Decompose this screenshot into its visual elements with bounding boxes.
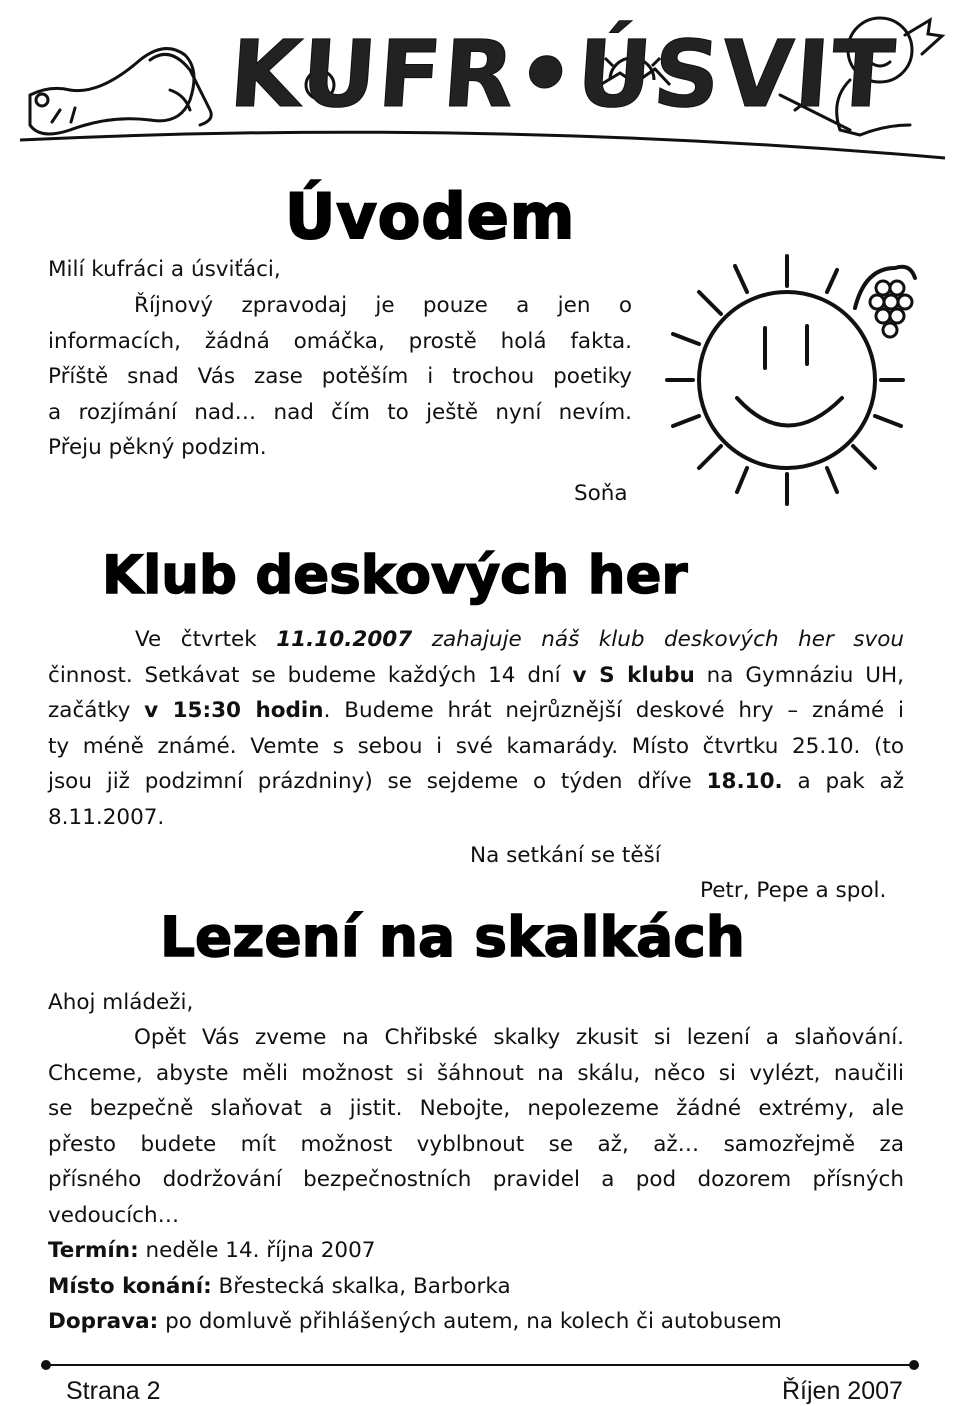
- field-label: Termín:: [48, 1238, 139, 1263]
- klub-text: [48, 622, 904, 835]
- paragraph-line: Opět Vás zveme na Chřibské skalky zkusit si lezení a slaňování.: [134, 1025, 904, 1050]
- text-run: na Gymnáziu UH,: [694, 662, 905, 688]
- reclining-figure-left-icon: [30, 49, 211, 134]
- sun-icon: [665, 248, 940, 510]
- paragraph-line: se bezpečně slaňovat a jistit. Nebojte, nepolezeme žádné extrémy, ale: [48, 1096, 904, 1121]
- uvodem-text: [48, 288, 632, 466]
- date-highlight: 18.10.: [706, 769, 783, 794]
- field-label: Doprava:: [48, 1309, 159, 1334]
- field-value: neděle 14. října 2007: [138, 1238, 376, 1263]
- text-run: začátky: [48, 698, 145, 723]
- paragraph-line: přesto budete mít možnost vyblbnout se až, až… samozřejmě za: [48, 1131, 904, 1157]
- section-heading-uvodem: Úvodem: [285, 180, 576, 253]
- paragraph-line: vedoucích…: [48, 1202, 180, 1228]
- date-highlight: 11.10.2007: [276, 627, 413, 652]
- issue-date: Říjen 2007: [782, 1377, 903, 1405]
- paragraph-line: Příště snad Vás zase potěším i trochou poetiky: [48, 364, 632, 389]
- grapes-icon: [870, 281, 912, 337]
- paragraph-line: [48, 764, 904, 800]
- masthead: [0, 0, 960, 175]
- text-run: a pak až: [782, 769, 904, 794]
- text-run: Ve čtvrtek: [135, 627, 277, 652]
- field-value: po domluvě přihlášených autem, na kolech či autobusem: [158, 1309, 782, 1334]
- paragraph-line: 8.11.2007.: [48, 804, 165, 830]
- paragraph-line: [48, 693, 904, 729]
- text-run: zahajuje náš klub deskových her svou: [412, 627, 904, 652]
- paragraph-line: Chceme, abyste měli možnost si šáhnout na skálu, něco si vylézt, naučili: [48, 1060, 904, 1086]
- misto-line: [48, 1269, 904, 1305]
- section-heading-lezeni: Lezení na skalkách: [160, 905, 745, 969]
- text-run: činnost. Setkávat se budeme každých 14 dní: [48, 662, 573, 688]
- uvodem-greeting: Milí kufráci a úsviťáci,: [48, 257, 281, 282]
- paragraph-line: Říjnový zpravodaj je pouze a jen o: [134, 293, 632, 318]
- paragraph-line: informacích, žádná omáčka, prostě holá fakta.: [48, 328, 632, 354]
- lezeni-greeting: Ahoj mládeži,: [48, 990, 194, 1015]
- paragraph-line: [48, 622, 904, 658]
- klub-closing: Na setkání se těší: [470, 843, 661, 868]
- paragraph-line: [48, 658, 904, 694]
- section-heading-klub: Klub deskových her: [102, 545, 688, 606]
- lezeni-text: [48, 1020, 904, 1340]
- footer-rule: [40, 1357, 920, 1373]
- text-run: jsou již podzimní prázdniny) se sejdeme o týden dříve: [48, 769, 707, 794]
- paragraph-line: a rozjímání nad… nad čím to ještě nyní nevím.: [48, 399, 632, 425]
- field-value: Břestecká skalka, Barborka: [211, 1273, 511, 1299]
- uvodem-signature: Soňa: [574, 481, 628, 506]
- paragraph-line: ty méně známé. Vemte s sebou i své kamarády. Místo čtvrtku 25.10. (to: [48, 733, 904, 759]
- doprava-line: [48, 1304, 904, 1340]
- paragraph-line: Přeju pěkný podzim.: [48, 435, 267, 460]
- field-label: Místo konání:: [48, 1273, 212, 1299]
- time-highlight: v 15:30 hodin: [144, 698, 324, 723]
- newsletter-logo: KUFR•ÚSVIT: [226, 21, 900, 128]
- klub-signature: Petr, Pepe a spol.: [700, 878, 887, 903]
- termin-line: [48, 1233, 904, 1269]
- text-run: . Budeme hrát nejrůznější deskové hry – známé i: [323, 698, 904, 723]
- venue-highlight: v S klubu: [572, 662, 695, 688]
- paragraph-line: přísného dodržování bezpečnostních pravidel a pod dozorem přísných: [48, 1167, 904, 1192]
- page-number: Strana 2: [66, 1377, 161, 1405]
